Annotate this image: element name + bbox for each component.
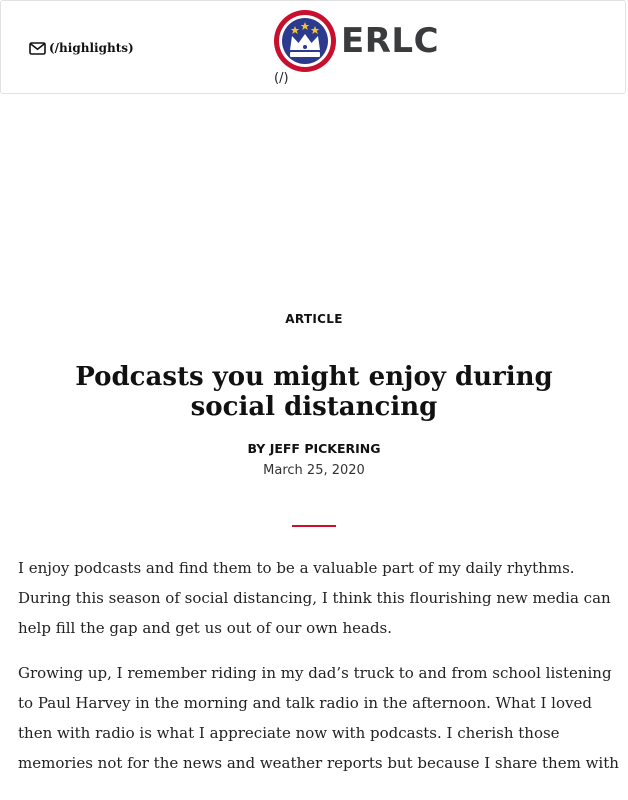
title-divider xyxy=(292,525,336,527)
logo-wordmark: ERLC xyxy=(341,21,440,61)
paragraph-line: help fill the gap and get us out of our own heads. xyxy=(18,619,393,637)
body-paragraph xyxy=(18,658,619,778)
logo-link-text[interactable]: (/) xyxy=(274,71,289,86)
paragraph-line: memories not for the news and weather reports but because I share them with xyxy=(18,754,619,772)
body-paragraph xyxy=(18,553,614,643)
article-byline[interactable]: BY JEFF PICKERING xyxy=(247,441,381,456)
paragraph-line: Growing up, I remember riding in my dad’s truck to and from school listening xyxy=(18,664,612,682)
highlights-link-text: (/highlights) xyxy=(49,41,134,55)
article-type-label: ARTICLE xyxy=(285,312,343,326)
article-date: March 25, 2020 xyxy=(263,463,365,478)
article-title: Podcasts you might enjoy during social distancing xyxy=(75,362,553,422)
article-body xyxy=(18,553,619,793)
paragraph-line: to Paul Harvey in the morning and talk radio in the afternoon. What I loved xyxy=(18,694,592,712)
crown-seal-icon xyxy=(273,9,337,73)
paragraph-line: then with radio is what I appreciate now with podcasts. I cherish those xyxy=(18,724,560,742)
site-header xyxy=(0,0,626,94)
envelope-icon xyxy=(29,42,46,55)
highlights-link[interactable] xyxy=(29,41,134,55)
paragraph-line: During this season of social distancing, I think this flourishing new media can xyxy=(18,589,611,607)
paragraph-line: I enjoy podcasts and find them to be a valuable part of my daily rhythms. xyxy=(18,559,575,577)
site-logo[interactable] xyxy=(273,9,439,73)
